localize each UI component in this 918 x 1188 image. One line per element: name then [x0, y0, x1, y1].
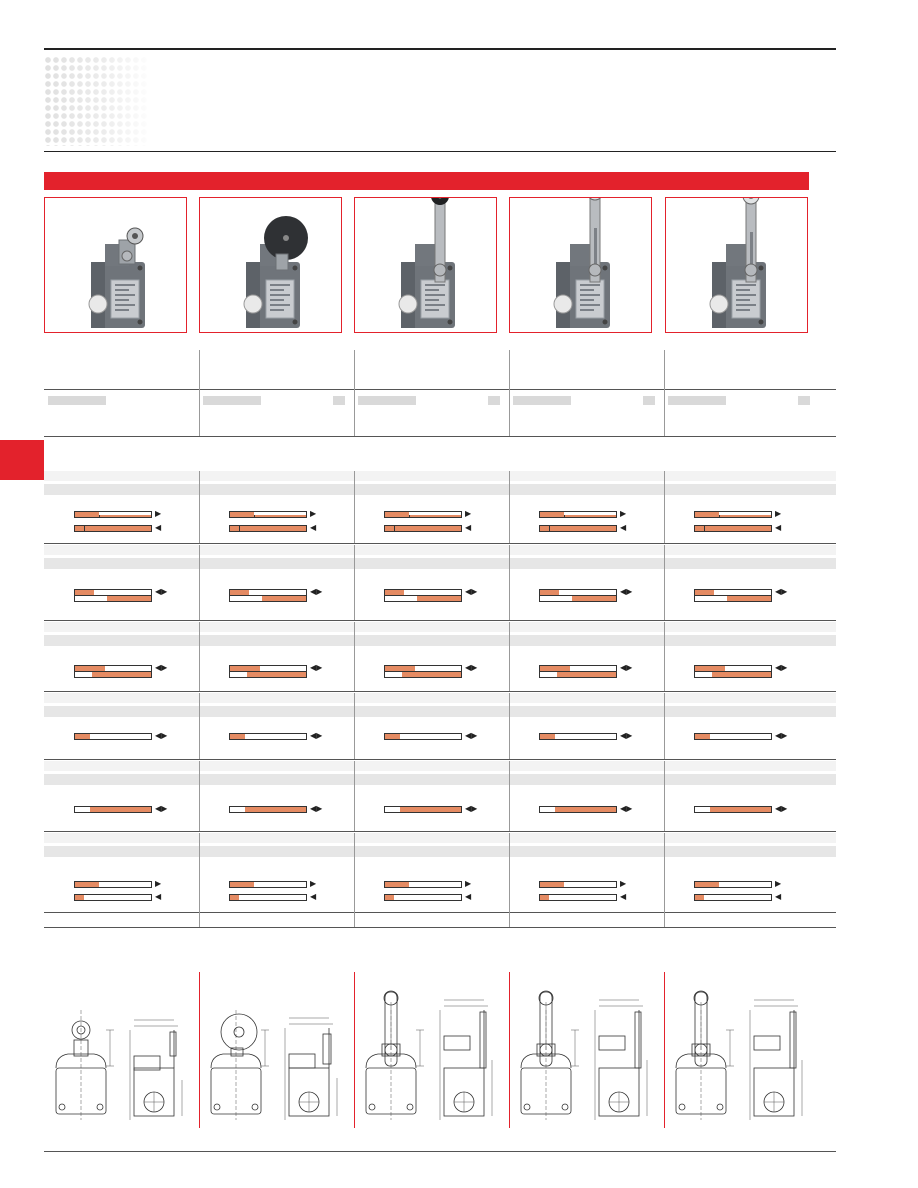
contact-closed-segment — [75, 895, 84, 900]
contact-travel-bar — [229, 894, 307, 901]
section-header-band — [44, 545, 836, 555]
contact-travel-bar — [539, 671, 617, 678]
travel-forward-arrow-icon: ▶ — [775, 509, 782, 518]
contact-closed-segment — [540, 512, 564, 517]
contact-closed-segment — [540, 526, 549, 531]
diagram-column-separator — [509, 761, 510, 831]
section-subheader-band — [44, 774, 836, 785]
description-column-separator — [509, 350, 510, 436]
contact-type-placeholder — [333, 396, 345, 405]
diagram-column-separator — [509, 622, 510, 691]
description-divider — [44, 389, 836, 390]
contact-travel-bar — [384, 671, 462, 678]
contact-travel-bar — [74, 881, 152, 888]
section-rule — [44, 691, 836, 692]
contact-travel-bar — [539, 894, 617, 901]
contact-closed-segment — [417, 596, 461, 601]
contact-closed-segment — [695, 512, 719, 517]
section-rule — [44, 912, 836, 913]
diagram-column-separator — [509, 912, 510, 927]
diagram-column-separator — [199, 912, 200, 927]
description-column-separator — [354, 350, 355, 436]
travel-forward-arrow-icon: ▶ — [310, 879, 317, 888]
contact-closed-segment — [712, 672, 771, 677]
dimension-drawing-roller-lever-icon — [46, 970, 196, 1128]
bidirectional-arrow-icon: ◀▶ — [620, 587, 633, 596]
contact-travel-bar — [384, 806, 462, 813]
product-photo-3 — [354, 197, 497, 333]
contact-closed-segment — [385, 895, 394, 900]
section-side-tab — [0, 440, 44, 480]
article-code-placeholder — [48, 396, 106, 405]
travel-return-arrow-icon: ◀ — [620, 523, 627, 532]
section-rule — [44, 831, 836, 832]
bidirectional-arrow-icon: ◀▶ — [155, 587, 168, 596]
drawing-column-separator — [199, 972, 200, 1128]
contact-closed-segment — [555, 807, 616, 812]
dimension-drawing-adjustable-lever-short-icon — [666, 970, 816, 1128]
contact-closed-segment — [75, 734, 90, 739]
contact-travel-bar — [384, 595, 462, 602]
contact-travel-bar — [694, 525, 772, 532]
contact-closed-segment — [710, 807, 771, 812]
bidirectional-arrow-icon: ◀▶ — [310, 731, 323, 740]
table-bottom-rule — [44, 927, 836, 928]
section-subheader-band — [44, 558, 836, 569]
travel-forward-arrow-icon: ▶ — [310, 509, 317, 518]
section-header-band — [44, 833, 836, 843]
contact-travel-bar — [539, 806, 617, 813]
contact-travel-bar — [74, 894, 152, 901]
travel-forward-arrow-icon: ▶ — [465, 509, 472, 518]
section-subheader-band — [44, 706, 836, 717]
bidirectional-arrow-icon: ◀▶ — [775, 663, 788, 672]
contact-closed-segment — [540, 882, 564, 887]
contact-closed-segment — [75, 526, 84, 531]
diagram-column-separator — [664, 545, 665, 620]
diagram-column-separator — [354, 471, 355, 543]
contact-closed-segment — [385, 526, 394, 531]
contact-type-placeholder — [798, 396, 810, 405]
contact-travel-bar — [229, 595, 307, 602]
drawing-column-separator — [509, 972, 510, 1128]
dimension-drawing-long-lever-icon — [356, 970, 506, 1128]
bidirectional-arrow-icon: ◀▶ — [155, 663, 168, 672]
contact-closed-segment — [230, 734, 245, 739]
contact-closed-segment — [695, 526, 704, 531]
contact-closed-segment — [385, 734, 400, 739]
section-header-band — [44, 622, 836, 632]
contact-travel-bar — [74, 511, 152, 518]
limit-switch-adjustable-lever-short-icon — [666, 198, 809, 334]
section-rule — [44, 620, 836, 621]
limit-switch-adjustable-lever-icon — [510, 198, 653, 334]
contact-closed-segment — [262, 596, 306, 601]
contact-closed-segment — [75, 882, 99, 887]
product-photo-5 — [665, 197, 808, 333]
bidirectional-arrow-icon: ◀▶ — [155, 804, 168, 813]
contact-closed-segment — [230, 895, 239, 900]
bidirectional-arrow-icon: ◀▶ — [775, 731, 788, 740]
contact-travel-bar — [74, 806, 152, 813]
product-photo-4 — [509, 197, 652, 333]
travel-return-arrow-icon: ◀ — [155, 523, 162, 532]
article-code-placeholder — [203, 396, 261, 405]
contact-travel-bar — [74, 595, 152, 602]
contact-travel-bar — [694, 733, 772, 740]
top-rule — [44, 48, 836, 50]
contact-closed-segment — [107, 596, 151, 601]
contact-travel-bar — [384, 511, 462, 518]
contact-travel-bar — [229, 733, 307, 740]
section-rule — [44, 543, 836, 544]
contact-closed-segment — [385, 882, 409, 887]
travel-forward-arrow-icon: ▶ — [620, 509, 627, 518]
diagram-column-separator — [199, 471, 200, 543]
contact-closed-segment — [695, 734, 710, 739]
drawing-column-separator — [664, 972, 665, 1128]
contact-travel-bar — [384, 894, 462, 901]
contact-travel-bar — [694, 511, 772, 518]
contact-closed-segment — [727, 596, 771, 601]
contact-closed-segment — [385, 512, 409, 517]
contact-closed-segment — [247, 672, 306, 677]
travel-forward-arrow-icon: ▶ — [620, 879, 627, 888]
contact-travel-bar — [384, 881, 462, 888]
contact-closed-segment — [75, 512, 99, 517]
limit-switch-rubber-wheel-icon — [200, 198, 343, 334]
section-subheader-band — [44, 635, 836, 646]
travel-return-arrow-icon: ◀ — [620, 892, 627, 901]
contact-travel-bar — [74, 733, 152, 740]
contact-type-placeholder — [643, 396, 655, 405]
bidirectional-arrow-icon: ◀▶ — [465, 663, 478, 672]
limit-switch-long-lever-dark-roller-icon — [355, 198, 498, 334]
product-photo-1 — [44, 197, 187, 333]
contact-travel-bar — [229, 511, 307, 518]
diagram-column-separator — [509, 833, 510, 912]
contact-travel-bar — [539, 511, 617, 518]
diagram-column-separator — [199, 622, 200, 691]
contact-travel-bar — [74, 671, 152, 678]
diagram-column-separator — [664, 622, 665, 691]
contact-closed-segment — [695, 882, 719, 887]
bidirectional-arrow-icon: ◀▶ — [620, 731, 633, 740]
diagram-column-separator — [509, 545, 510, 620]
diagram-column-separator — [664, 833, 665, 912]
section-subheader-band — [44, 484, 836, 495]
bidirectional-arrow-icon: ◀▶ — [310, 804, 323, 813]
diagram-column-separator — [354, 693, 355, 759]
diagram-column-separator — [354, 622, 355, 691]
article-code-placeholder — [358, 396, 416, 405]
contact-travel-bar — [694, 806, 772, 813]
diagram-column-separator — [509, 693, 510, 759]
travel-return-arrow-icon: ◀ — [465, 892, 472, 901]
contact-travel-bar — [539, 881, 617, 888]
description-column-separator — [199, 350, 200, 436]
bidirectional-arrow-icon: ◀▶ — [620, 663, 633, 672]
limit-switch-roller-lever-icon — [45, 198, 188, 334]
contact-closed-segment — [540, 734, 555, 739]
bidirectional-arrow-icon: ◀▶ — [310, 663, 323, 672]
contact-travel-bar — [384, 525, 462, 532]
contact-travel-bar — [694, 671, 772, 678]
diagram-column-separator — [664, 912, 665, 927]
bidirectional-arrow-icon: ◀▶ — [465, 804, 478, 813]
description-bottom-rule — [44, 436, 836, 437]
contact-closed-segment — [92, 672, 151, 677]
bidirectional-arrow-icon: ◀▶ — [775, 804, 788, 813]
diagram-column-separator — [664, 693, 665, 759]
diagram-column-separator — [354, 833, 355, 912]
bidirectional-arrow-icon: ◀▶ — [155, 731, 168, 740]
bidirectional-arrow-icon: ◀▶ — [620, 804, 633, 813]
contact-travel-bar — [229, 881, 307, 888]
contact-closed-segment — [245, 807, 306, 812]
diagram-column-separator — [199, 833, 200, 912]
contact-travel-bar — [384, 733, 462, 740]
diagram-column-separator — [354, 912, 355, 927]
diagram-column-separator — [509, 471, 510, 543]
bidirectional-arrow-icon: ◀▶ — [310, 587, 323, 596]
description-column-separator — [664, 350, 665, 436]
product-photo-2 — [199, 197, 342, 333]
article-code-placeholder — [513, 396, 571, 405]
contact-closed-segment — [230, 512, 254, 517]
contact-travel-bar — [74, 525, 152, 532]
contact-travel-bar — [694, 881, 772, 888]
travel-return-arrow-icon: ◀ — [465, 523, 472, 532]
contact-closed-segment — [695, 895, 704, 900]
contact-closed-segment — [230, 526, 239, 531]
contact-closed-segment — [402, 672, 461, 677]
section-subheader-band — [44, 846, 836, 857]
header-bottom-rule — [44, 151, 836, 152]
contact-travel-bar — [539, 733, 617, 740]
bidirectional-arrow-icon: ◀▶ — [775, 587, 788, 596]
diagram-column-separator — [199, 545, 200, 620]
contact-closed-segment — [400, 807, 461, 812]
bidirectional-arrow-icon: ◀▶ — [465, 731, 478, 740]
diagram-column-separator — [354, 545, 355, 620]
drawing-column-separator — [354, 972, 355, 1128]
contact-travel-bar — [539, 525, 617, 532]
diagram-column-separator — [664, 471, 665, 543]
section-header-band — [44, 761, 836, 771]
contact-closed-segment — [557, 672, 616, 677]
contact-travel-bar — [694, 894, 772, 901]
travel-return-arrow-icon: ◀ — [155, 892, 162, 901]
contact-travel-bar — [539, 595, 617, 602]
travel-forward-arrow-icon: ▶ — [465, 879, 472, 888]
diagram-column-separator — [199, 761, 200, 831]
travel-return-arrow-icon: ◀ — [775, 892, 782, 901]
diagram-column-separator — [199, 693, 200, 759]
contact-travel-bar — [229, 525, 307, 532]
contact-type-placeholder — [488, 396, 500, 405]
travel-return-arrow-icon: ◀ — [775, 523, 782, 532]
contact-closed-segment — [572, 596, 616, 601]
contact-travel-bar — [694, 595, 772, 602]
travel-forward-arrow-icon: ▶ — [155, 509, 162, 518]
dimension-drawing-adjustable-lever-icon — [511, 970, 661, 1128]
contact-closed-segment — [90, 807, 151, 812]
travel-forward-arrow-icon: ▶ — [155, 879, 162, 888]
contact-closed-segment — [540, 895, 549, 900]
footer-rule — [44, 1151, 836, 1152]
contact-travel-bar — [229, 671, 307, 678]
section-rule — [44, 759, 836, 760]
bidirectional-arrow-icon: ◀▶ — [465, 587, 478, 596]
series-title-bar — [44, 172, 809, 190]
travel-return-arrow-icon: ◀ — [310, 523, 317, 532]
section-header-band — [44, 693, 836, 703]
section-header-band — [44, 471, 836, 481]
article-code-placeholder — [668, 396, 726, 405]
travel-return-arrow-icon: ◀ — [310, 892, 317, 901]
contact-closed-segment — [230, 882, 254, 887]
diagram-column-separator — [664, 761, 665, 831]
dimension-drawing-rubber-wheel-icon — [201, 970, 351, 1128]
diagram-column-separator — [354, 761, 355, 831]
travel-forward-arrow-icon: ▶ — [775, 879, 782, 888]
contact-travel-bar — [229, 806, 307, 813]
